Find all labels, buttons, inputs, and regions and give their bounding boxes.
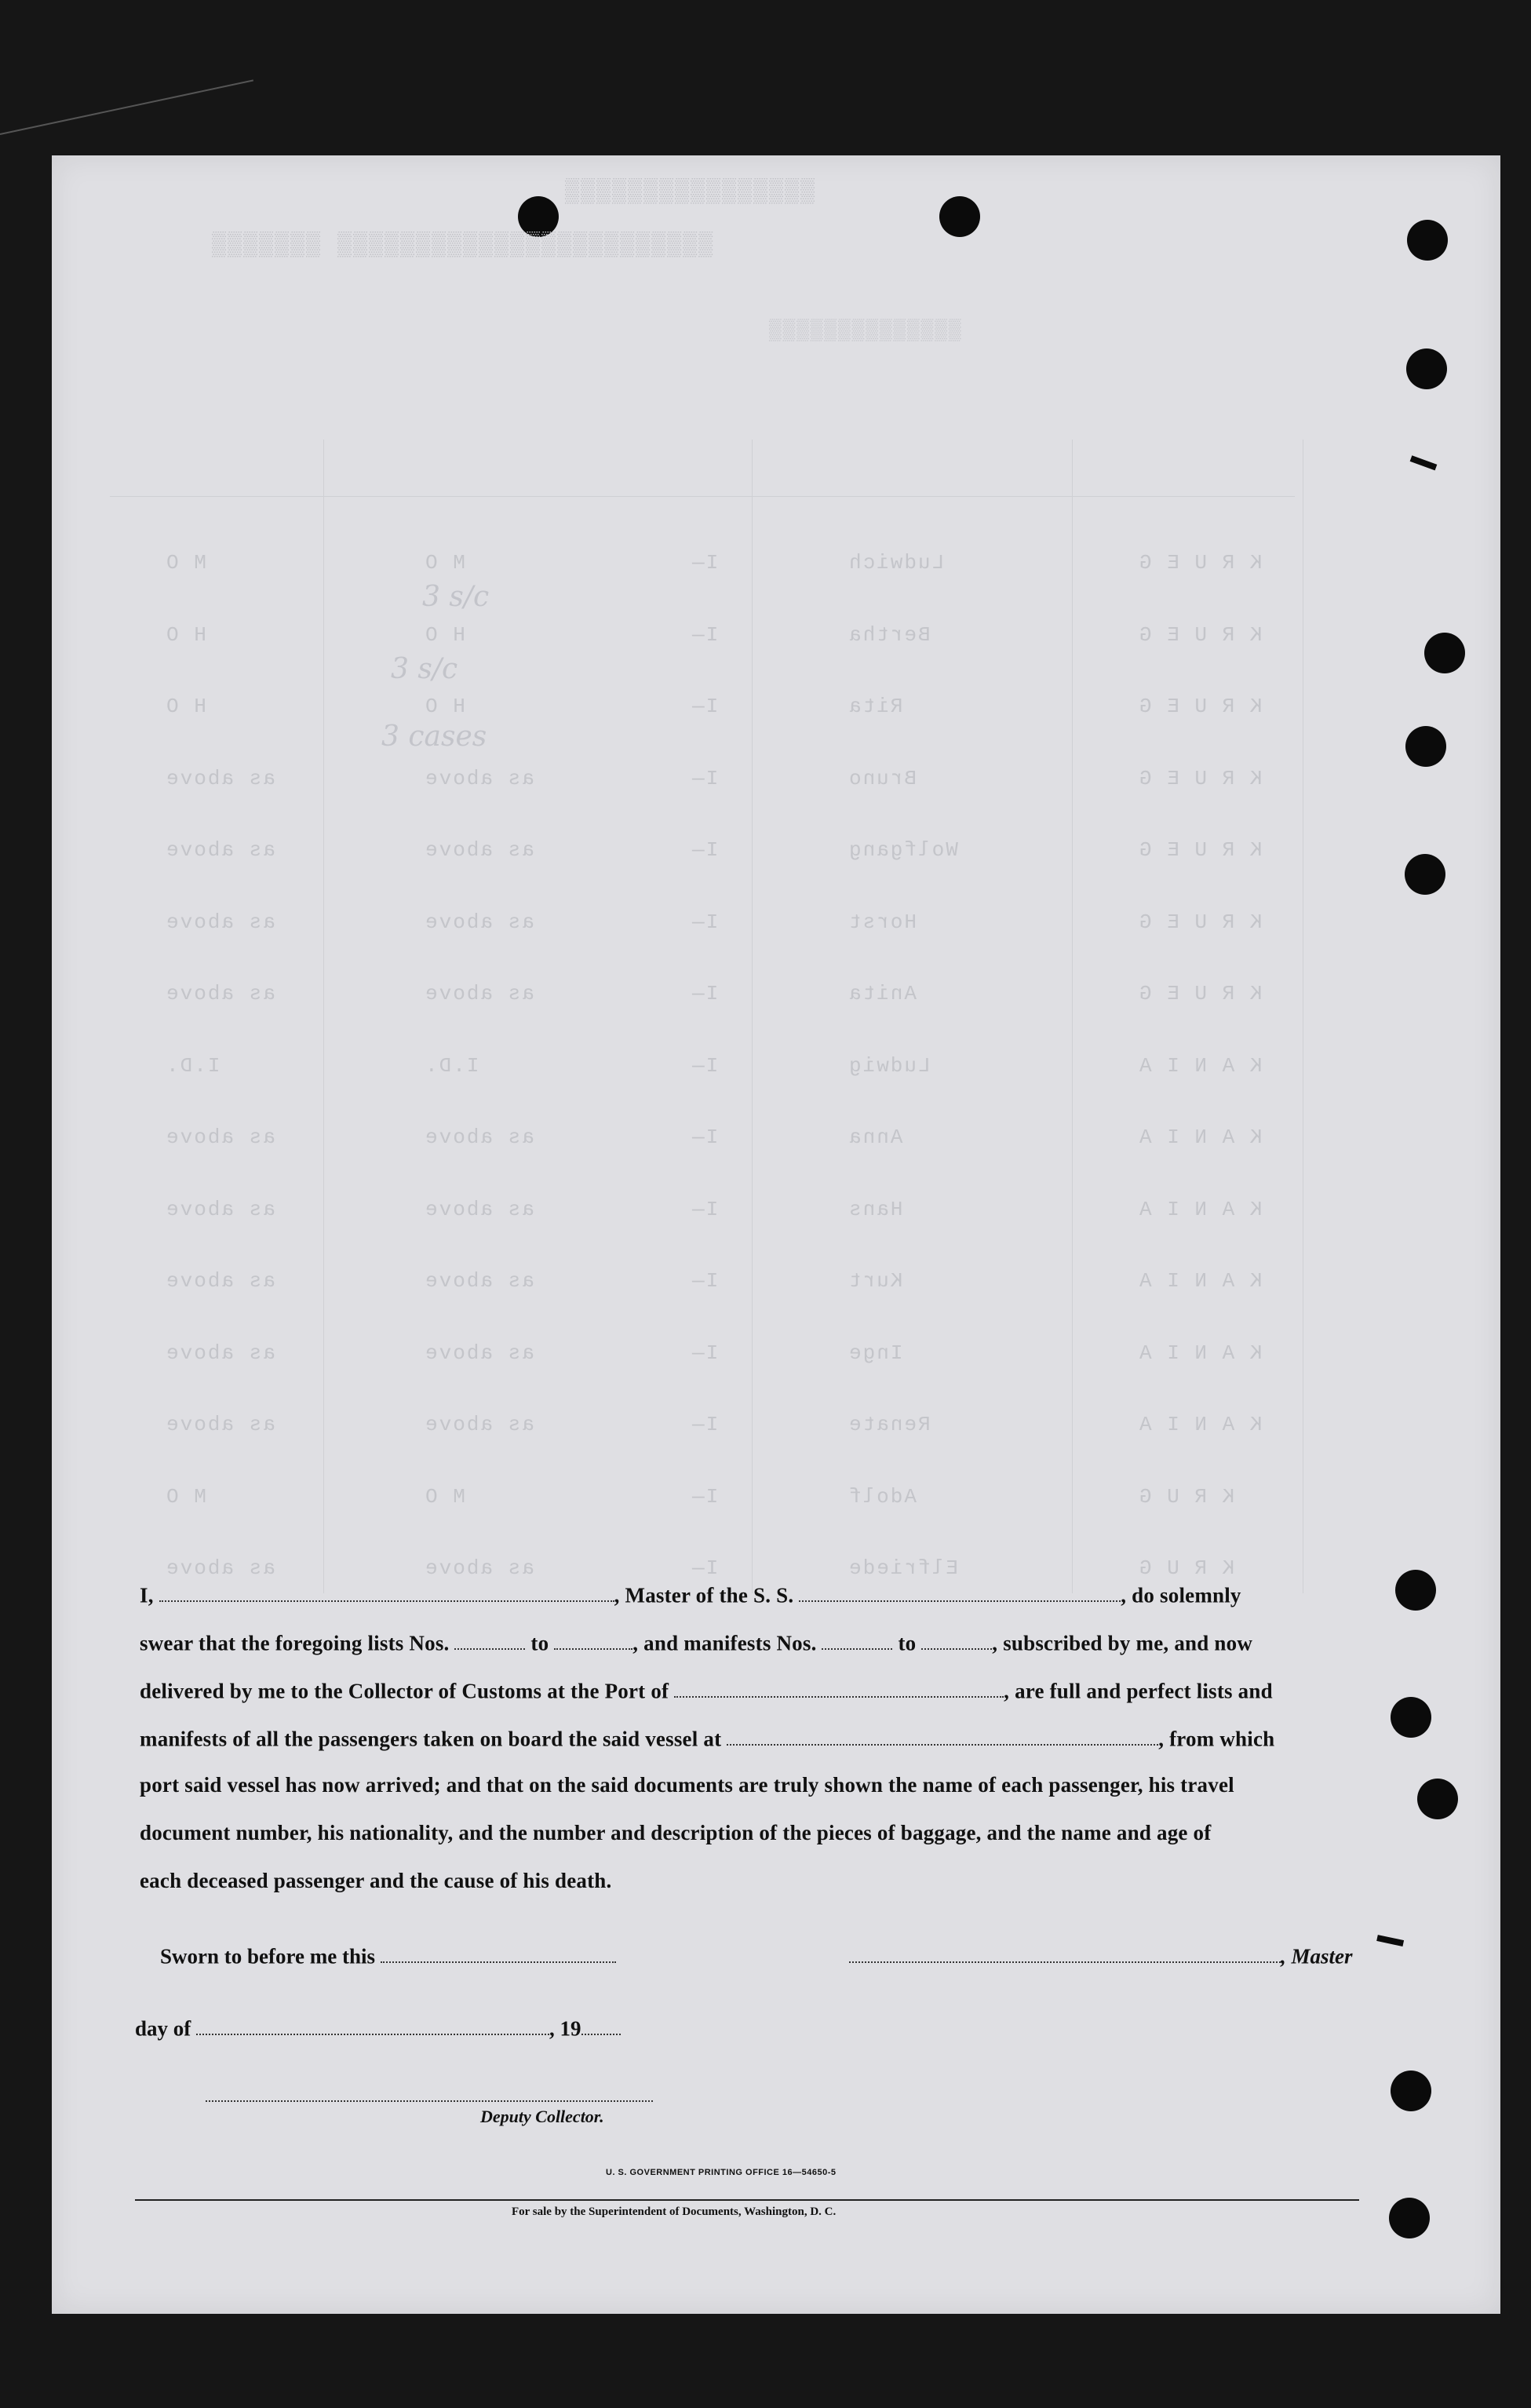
bleed-cell: K R U E G xyxy=(1138,695,1263,718)
bleed-cell: I— xyxy=(691,838,719,862)
punch-hole xyxy=(1391,1697,1431,1738)
bleed-cell: as above xyxy=(424,1269,534,1293)
bleed-cell: I— xyxy=(691,1197,719,1221)
ship-name-field[interactable] xyxy=(799,1582,1121,1602)
bleed-cell: I— xyxy=(691,1126,719,1149)
punch-hole xyxy=(939,196,980,237)
punch-hole xyxy=(1407,220,1448,261)
bleed-cell: M O xyxy=(165,551,206,575)
day-of-label: day of xyxy=(135,2016,191,2041)
sworn-line xyxy=(160,1943,616,1968)
bleed-cell: Ludwich xyxy=(848,551,945,575)
punch-hole xyxy=(1417,1779,1458,1819)
bleed-cell: I— xyxy=(691,695,719,718)
bleed-cell: K R U E G xyxy=(1138,910,1263,934)
table-rule xyxy=(323,440,324,1593)
bleed-cell: K A N I A xyxy=(1138,1269,1263,1293)
sworn-label: Sworn to before me this xyxy=(160,1944,375,1968)
bleed-cell: I.D. xyxy=(165,1053,221,1078)
bleed-cell: Rita xyxy=(848,695,903,718)
bleed-cell: I— xyxy=(691,1269,719,1293)
oath-line-6: document number, his nationality, and the number and description of the pieces of baggage, and the name and age of xyxy=(140,1821,1212,1844)
oath-taken-on-board: manifests of all the passengers taken on board the said vessel at xyxy=(140,1727,722,1751)
bleed-cell: M O xyxy=(424,1484,465,1509)
bleed-header: ▒▒▒▒▒▒▒▒▒▒▒▒▒▒▒▒ xyxy=(565,179,817,206)
sworn-date-field[interactable] xyxy=(381,1943,616,1963)
bleed-cell: I— xyxy=(691,1413,719,1436)
sale-notice: For sale by the Superintendent of Documents, Washington, D. C. xyxy=(512,2206,837,2218)
bleed-cell: H O xyxy=(424,622,465,647)
bleed-cell: as above xyxy=(165,1413,275,1436)
bleed-cell: Anita xyxy=(848,982,917,1005)
bleed-cell: M O xyxy=(424,551,465,575)
bleed-cell: I— xyxy=(691,622,719,647)
bleed-header: ▒▒▒▒▒▒▒▒▒▒▒▒▒▒ xyxy=(769,319,963,342)
bleed-cell: K A N I A xyxy=(1138,1341,1263,1365)
manifests-to-field[interactable] xyxy=(921,1629,992,1650)
bleed-cell: K A N I A xyxy=(1138,1413,1263,1436)
bleed-cell: as above xyxy=(165,1197,275,1221)
bleed-cell: K R U E G xyxy=(1138,551,1263,575)
footer-rule xyxy=(135,2199,1359,2201)
lists-from-field[interactable] xyxy=(454,1629,525,1650)
deputy-collector-label: Deputy Collector. xyxy=(480,2107,604,2126)
oath-line-5: port said vessel has now arrived; and that on the said documents are truly shown the name of each passenger, his travel xyxy=(140,1773,1234,1797)
oath-i: I, xyxy=(140,1583,154,1607)
bleed-cell: as above xyxy=(424,1126,534,1149)
handwritten-note: 3 s/c xyxy=(422,581,490,613)
punch-hole xyxy=(1395,1570,1436,1611)
handwritten-note: 3 cases xyxy=(381,721,487,753)
bleed-cell: as above xyxy=(165,1556,275,1580)
oath-lists: swear that the foregoing lists Nos. xyxy=(140,1631,450,1655)
bleed-cell: as above xyxy=(424,1341,534,1365)
punch-hole xyxy=(1389,2198,1430,2238)
handwritten-note: 3 s/c xyxy=(391,653,458,685)
oath-master-of: , Master of the S. S. xyxy=(614,1583,794,1607)
bleed-cell: as above xyxy=(424,766,534,790)
oath-line-7: each deceased passenger and the cause of his death. xyxy=(140,1869,612,1892)
bleed-cell: I— xyxy=(691,551,719,575)
master-name-field[interactable] xyxy=(159,1582,614,1602)
bleed-cell: Renate xyxy=(848,1413,931,1436)
manifests-from-field[interactable] xyxy=(822,1629,892,1650)
bleed-cell: K A N I A xyxy=(1138,1126,1263,1149)
bleed-cell: K A N I A xyxy=(1138,1197,1263,1221)
bleed-cell: M O xyxy=(165,1484,206,1509)
bleed-cell: Adolf xyxy=(848,1484,917,1509)
bleed-cell: I.D. xyxy=(424,1053,479,1078)
punch-hole xyxy=(1406,348,1447,389)
deputy-signature-field[interactable] xyxy=(206,2081,653,2102)
year-field[interactable] xyxy=(581,2015,621,2035)
bleed-cell: K R U E G xyxy=(1138,622,1263,647)
oath-full-perfect: , are full and perfect lists and xyxy=(1004,1679,1273,1703)
bleed-cell: K R U G xyxy=(1138,1484,1235,1509)
bleed-cell: Anna xyxy=(848,1126,903,1149)
oath-line-1 xyxy=(140,1582,1369,1607)
bleed-cell: K R U E G xyxy=(1138,766,1263,790)
year-label: , 19 xyxy=(549,2016,581,2041)
oath-subscribed: , subscribed by me, and now xyxy=(992,1631,1253,1655)
bleed-cell: Ludwig xyxy=(848,1053,931,1078)
oath-port-of: delivered by me to the Collector of Customs at the Port of xyxy=(140,1679,669,1703)
bleed-cell: K A N I A xyxy=(1138,1053,1263,1078)
oath-to: to xyxy=(530,1631,549,1655)
paper-scratch xyxy=(0,79,253,135)
master-signature-field[interactable] xyxy=(849,1943,1281,1963)
table-rule xyxy=(752,440,753,1593)
bleed-cell: Hans xyxy=(848,1197,903,1221)
bleed-cell: K R U G xyxy=(1138,1556,1235,1580)
bleed-cell: as above xyxy=(165,838,275,862)
bleed-cell: I— xyxy=(691,1341,719,1365)
bleed-cell: as above xyxy=(165,982,275,1005)
bleed-cell: Bruno xyxy=(848,766,917,790)
bleed-cell: I— xyxy=(691,1484,719,1509)
oath-line-3 xyxy=(140,1677,1369,1703)
bleed-cell: as above xyxy=(165,1126,275,1149)
manifest-page xyxy=(52,155,1500,2314)
bleed-cell: Inge xyxy=(848,1341,903,1365)
bleed-cell: as above xyxy=(165,910,275,934)
bleed-cell: I— xyxy=(691,1556,719,1580)
punch-hole xyxy=(1391,2071,1431,2111)
punch-hole xyxy=(1405,726,1446,767)
bleed-cell: H O xyxy=(424,695,465,718)
oath-to-2: to xyxy=(898,1631,917,1655)
bleed-cell: Elfriede xyxy=(848,1556,958,1580)
bleed-cell: as above xyxy=(424,838,534,862)
bleed-cell: as above xyxy=(165,1269,275,1293)
bleed-cell: Horst xyxy=(848,910,917,934)
bleed-cell: as above xyxy=(165,1341,275,1365)
bleed-cell: I— xyxy=(691,1053,719,1078)
port-field[interactable] xyxy=(674,1677,1004,1698)
oath-line-4 xyxy=(140,1725,1369,1751)
punch-hole xyxy=(1424,633,1465,673)
bleed-cell: Bertha xyxy=(848,622,931,647)
bleed-cell: I— xyxy=(691,766,719,790)
oath-line-2 xyxy=(140,1629,1369,1655)
bleed-cell: as above xyxy=(165,766,275,790)
lists-to-field[interactable] xyxy=(554,1629,632,1650)
oath-solemnly: , do solemnly xyxy=(1121,1583,1241,1607)
bleed-cell: as above xyxy=(424,910,534,934)
bleed-cell: I— xyxy=(691,982,719,1005)
table-rule xyxy=(110,496,1295,497)
table-rule xyxy=(1072,440,1073,1593)
deputy-signature-line xyxy=(206,2081,653,2107)
punch-hole xyxy=(1405,854,1445,895)
day-of-line xyxy=(135,2015,621,2041)
bleed-cell: K R U E G xyxy=(1138,838,1263,862)
bleed-cell: H O xyxy=(165,622,206,647)
master-signature-line xyxy=(849,1943,1353,1968)
bleed-cell: as above xyxy=(424,1197,534,1221)
bleed-cell: as above xyxy=(424,1556,534,1580)
bleed-cell: as above xyxy=(424,982,534,1005)
bleed-cell: Kurt xyxy=(848,1269,903,1293)
departure-port-field[interactable] xyxy=(727,1725,1158,1746)
bleed-cell: K R U E G xyxy=(1138,982,1263,1005)
month-field[interactable] xyxy=(196,2015,549,2035)
oath-manifests: , and manifests Nos. xyxy=(632,1631,817,1655)
oath-from-which: , from which xyxy=(1158,1727,1275,1751)
punch-hole xyxy=(518,196,559,237)
printing-office: U. S. GOVERNMENT PRINTING OFFICE 16—54650-5 xyxy=(606,2168,837,2177)
bleed-header: ▒▒▒▒▒▒▒ ▒▒▒▒▒▒▒▒▒▒▒▒▒▒▒▒▒▒▒▒▒▒▒▒ xyxy=(212,232,715,259)
master-label: , Master xyxy=(1281,1944,1353,1968)
bleed-cell: H O xyxy=(165,695,206,718)
bleed-cell: as above xyxy=(424,1413,534,1436)
bleed-cell: Wolfgang xyxy=(848,838,958,862)
bleed-cell: I— xyxy=(691,910,719,934)
